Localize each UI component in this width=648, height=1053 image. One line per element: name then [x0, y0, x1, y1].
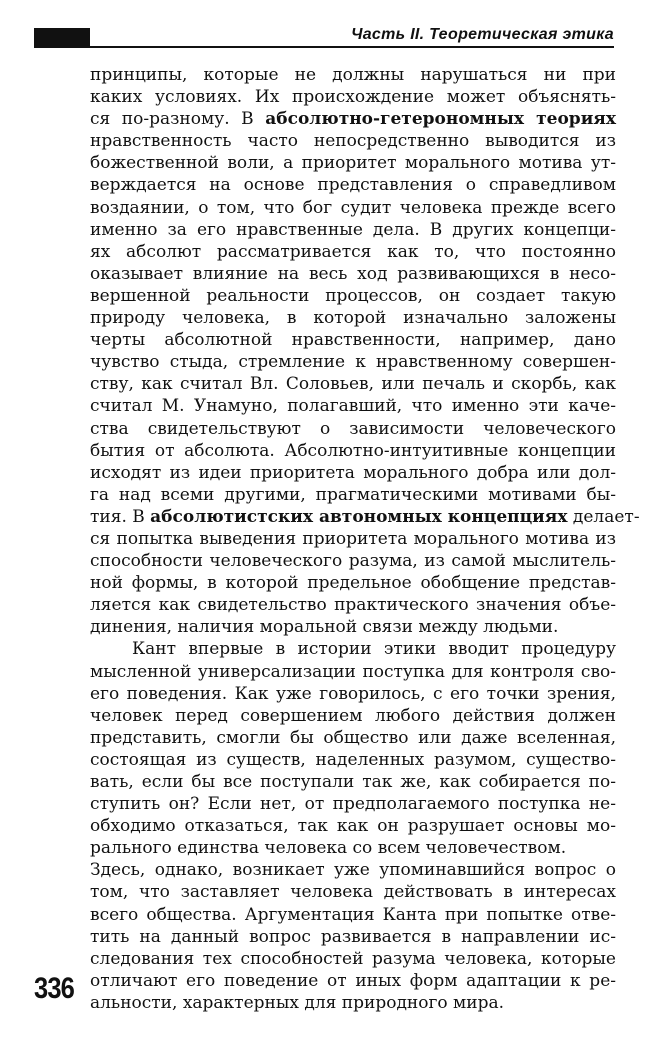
text-run: его поведения. Как уже говорилось, с его точки зрения, — [90, 683, 616, 704]
text-line — [90, 241, 616, 263]
text-run: ства свидетельствуют о зависимости человеческого — [90, 418, 616, 439]
text-line — [90, 793, 616, 815]
text-run: человек перед совершением любого действия должен — [90, 705, 616, 726]
text-run: ях абсолют рассматривается как то, что постоянно — [90, 241, 616, 262]
text-line — [90, 418, 616, 440]
text-run: всего общества. Аргументация Канта при попытке отве- — [90, 904, 616, 925]
text-run: каких условиях. Их происхождение может объяснять- — [90, 87, 616, 108]
text-run: вать, если бы все поступали так же, как собирается по- — [90, 772, 616, 792]
text-line — [90, 594, 616, 616]
text-line — [90, 108, 616, 130]
text-run: делает- — [567, 506, 640, 527]
text-line — [90, 219, 616, 241]
text-run: рального единства человека со всем человечеством. — [90, 838, 567, 859]
bold-term: абсолютистских автономных концепциях — [150, 506, 568, 527]
header-black-bar — [34, 28, 90, 46]
text-run: альности, характерных для природного мира. — [90, 992, 504, 1013]
text-line — [90, 881, 616, 903]
text-run: Здесь, однако, возникает уже упоминавшийся вопрос о — [90, 860, 616, 881]
text-line — [90, 815, 616, 837]
text-run: ной формы, в которой предельное обобщение представ- — [90, 573, 616, 594]
text-line — [90, 550, 616, 572]
text-run: тить на данный вопрос развивается в направлении ис- — [90, 926, 616, 947]
text-line — [90, 572, 616, 594]
text-run: вершенной реальности процессов, он создает такую — [90, 285, 616, 306]
text-line — [90, 285, 616, 307]
text-line — [90, 992, 616, 1014]
text-line — [90, 329, 616, 351]
text-run: ству, как считал Вл. Соловьев, или печаль и скорбь, как — [90, 374, 616, 395]
text-run: тия. В — [90, 506, 151, 527]
body-text — [90, 64, 640, 1014]
text-line — [90, 484, 616, 506]
text-line — [90, 263, 616, 285]
text-run: ступить он? Если нет, от предполагаемого поступка не- — [90, 794, 616, 815]
text-run: отличают его поведение от иных форм адаптации к ре- — [90, 970, 616, 991]
text-run: исходят из идеи приоритета морального добра или дол- — [90, 462, 616, 483]
running-title: Часть II. Теоретическая этика — [351, 26, 614, 43]
text-line — [90, 64, 616, 86]
text-run: том, что заставляет человека действовать в интересах — [90, 882, 616, 903]
text-run: божественной воли, а приоритет морального мотива ут- — [90, 153, 616, 174]
text-run: состоящая из существ, наделенных разумом, существо- — [90, 749, 616, 770]
text-run: ся по-разному. В — [90, 109, 266, 130]
text-line — [90, 307, 616, 329]
text-run: ся попытка выведения приоритета морального мотива из — [90, 528, 616, 549]
text-run: Кант впервые в истории этики вводит процедуру — [132, 639, 616, 660]
text-line — [90, 948, 616, 970]
header-rule — [34, 46, 614, 48]
text-line — [90, 130, 616, 152]
text-line — [90, 440, 616, 462]
page-number: 336 — [34, 972, 75, 1005]
text-line — [90, 837, 616, 859]
text-run: способности человеческого разума, из самой мыслитель- — [90, 551, 616, 572]
text-run: принципы, которые не должны нарушаться ни при — [90, 65, 616, 85]
text-line — [90, 661, 616, 683]
text-line — [90, 749, 616, 771]
text-line — [90, 86, 616, 108]
text-run: представить, смогли бы общество или даже вселенная, — [90, 727, 616, 748]
text-line — [90, 616, 616, 638]
text-run: природу человека, в которой изначально заложены — [90, 308, 616, 329]
text-run: нравственность часто непосредственно выводится из — [90, 131, 616, 152]
text-line — [90, 904, 616, 926]
text-run: ляется как свидетельство практического значения объе- — [90, 595, 616, 616]
text-run: оказывает влияние на весь ход развивающихся в несо- — [90, 263, 616, 284]
text-run: мысленной универсализации поступка для контроля сво- — [90, 661, 616, 682]
text-run: верждается на основе представления о справедливом — [90, 175, 616, 196]
text-run: воздаянии, о том, что бог судит человека прежде всего — [90, 197, 616, 218]
text-run: чувство стыда, стремление к нравственному совершен- — [90, 352, 616, 373]
text-line — [90, 705, 616, 727]
text-line — [90, 506, 640, 528]
text-line — [90, 771, 616, 793]
text-line — [90, 970, 616, 992]
text-run: черты абсолютной нравственности, например, дано — [90, 330, 616, 351]
text-run: динения, наличия моральной связи между людьми. — [90, 617, 559, 638]
text-line — [90, 152, 616, 174]
text-line — [90, 174, 616, 196]
text-line — [90, 926, 616, 948]
text-line — [90, 859, 616, 881]
text-run: считал М. Унамуно, полагавший, что именно эти каче- — [90, 396, 616, 417]
text-line — [90, 683, 616, 705]
text-run: га над всеми другими, прагматическими мотивами бы- — [90, 484, 616, 505]
bold-term: абсолютно-гетерономных теориях — [265, 109, 617, 130]
text-run: бытия от абсолюта. Абсолютно-интуитивные концепции — [90, 440, 616, 461]
text-line — [90, 197, 616, 219]
text-line — [90, 638, 616, 660]
text-line — [90, 462, 616, 484]
text-run: следования тех способностей разума человека, которые — [90, 948, 616, 969]
text-line — [90, 373, 616, 395]
text-line — [90, 351, 616, 373]
text-run: именно за его нравственные дела. В других концепци- — [90, 219, 616, 240]
text-line — [90, 727, 616, 749]
text-line — [90, 395, 616, 417]
text-run: обходимо отказаться, так как он разрушает основы мо- — [90, 816, 616, 837]
text-line — [90, 528, 616, 550]
